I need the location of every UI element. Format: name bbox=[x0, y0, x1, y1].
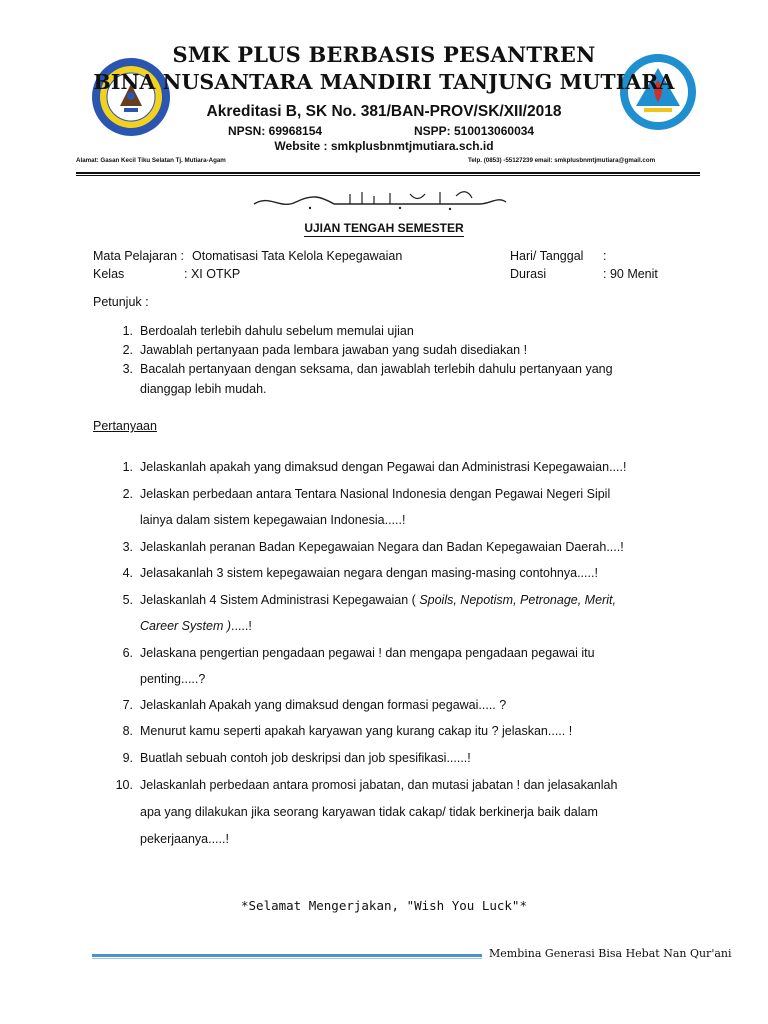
duration-value: : 90 Menit bbox=[603, 267, 658, 281]
subject-value: Otomatisasi Tata Kelola Kepegawaian bbox=[192, 249, 403, 263]
nspp: NSPP: 510013060034 bbox=[414, 124, 535, 138]
npsn: NPSN: 69968154 bbox=[228, 124, 323, 138]
header-divider bbox=[76, 172, 700, 174]
subject-label: Mata Pelajaran : bbox=[93, 249, 185, 263]
day-label: Hari/ Tanggal bbox=[510, 249, 584, 263]
class-value: : XI OTKP bbox=[184, 267, 241, 281]
phone-email: Telp. (0853) -55127239 email: smkplusbnmtjmutiara@gmail.com bbox=[468, 157, 656, 164]
footer-line bbox=[92, 954, 482, 957]
website: Website : smkplusbnmtjmutiara.sch.id bbox=[274, 139, 494, 153]
basmalah-calligraphy bbox=[250, 188, 520, 217]
school-name-line1: SMK PLUS BERBASIS PESANTREN bbox=[172, 42, 596, 67]
instructions-title: Petunjuk : bbox=[93, 295, 149, 309]
duration-label: Durasi bbox=[510, 267, 547, 281]
exam-title: UJIAN TENGAH SEMESTER bbox=[304, 221, 464, 235]
header-divider-thin bbox=[76, 175, 700, 176]
footer-line-thin bbox=[92, 958, 482, 959]
day-value: : bbox=[603, 249, 607, 263]
accreditation: Akreditasi B, SK No. 381/BAN-PROV/SK/XII/2018 bbox=[206, 103, 562, 120]
school-name-line2: BINA NUSANTARA MANDIRI TANJUNG MUTIARA bbox=[93, 70, 675, 94]
questions-title: Pertanyaan bbox=[93, 419, 157, 433]
address: Alamat: Gasan Kecil Tiku Selatan Tj. Mutiara-Agam bbox=[76, 157, 226, 164]
closing-message: *Selamat Mengerjakan, "Wish You Luck"* bbox=[241, 898, 527, 913]
footer-motto: Membina Generasi Bisa Hebat Nan Qur'ani bbox=[489, 947, 732, 960]
class-label: Kelas bbox=[93, 267, 125, 281]
